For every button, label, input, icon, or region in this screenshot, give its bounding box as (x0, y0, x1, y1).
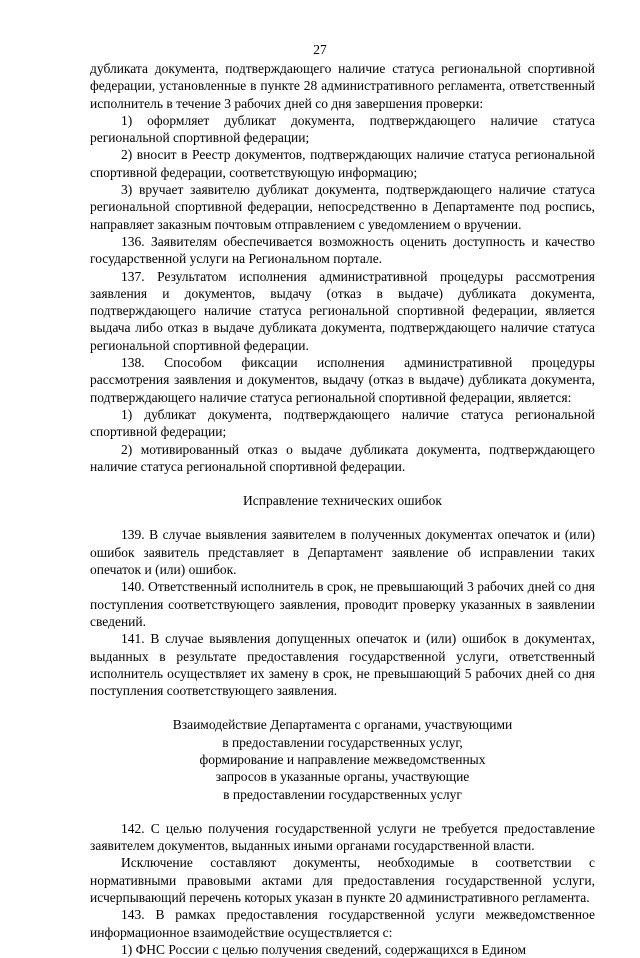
paragraph: 136. Заявителям обеспечивается возможность оценить доступность и качество государственной услуги на Региональном портале. (90, 233, 595, 267)
paragraph: 138. Способом фиксации исполнения административной процедуры рассмотрения заявления и документов, выдачу (отказ в выдаче) дубликата документа, подтверждающего наличие статуса региональной спортивной федерации, является: (90, 355, 595, 405)
paragraph: 1) оформляет дубликат документа, подтверждающего наличие статуса региональной спортивной федерации; (90, 112, 595, 146)
paragraph: 1) ФНС России с целью получения сведений, содержащихся в Едином (121, 941, 527, 957)
document-body (90, 60, 595, 958)
heading-line: в предоставлении государственных услуг, (222, 734, 463, 750)
paragraph: дубликата документа, подтверждающего наличие статуса региональной спортивной федерации, установленные в пункте 28 административного регламента, ответственный исполнитель в течение 3 рабочих дней со дня завершения проверки: (90, 61, 595, 111)
paragraph: 143. В рамках предоставления государственной услуги межведомственное информационное взаимодействие осуществляется с: (90, 907, 595, 940)
heading-line: формирование и направление межведомственных (199, 751, 486, 767)
page-number: 27 (313, 42, 327, 57)
section-heading-multiline (90, 716, 595, 802)
paragraph: 2) вносит в Реестр документов, подтверждающих наличие статуса региональной спортивной федерации, соответствующую информацию; (90, 147, 595, 180)
paragraph: 141. В случае выявления допущенных опечаток и (или) ошибок в документах, выданных в результате предоставления государственной услуги, ответственный исполнитель осуществляет их замену в срок, не превышающий 5 рабочих дней со дня поступления соответствующего заявления. (90, 631, 595, 699)
paragraph: 137. Результатом исполнения административной процедуры рассмотрения заявления и документов, выдачу (отказ в выдаче) дубликата документа, подтверждающего наличие статуса региональной спортивной федерации, является выдача либо отказ в выдаче дубликата документа, подтверждающего наличие статуса региональной спортивной федерации. (90, 268, 595, 353)
paragraph: 142. С целью получения государственной услуги не требуется предоставление заявителем документов, выданных иными органами государственной власти. (90, 820, 595, 854)
paragraph: 139. В случае выявления заявителем в полученных документах опечаток и (или) ошибок заявитель представляет в Департамент заявление об исправлении таких опечаток и (или) ошибок. (90, 527, 595, 578)
paragraph: 1) дубликат документа, подтверждающего наличие статуса региональной спортивной федерации; (90, 406, 595, 440)
section-heading: Исправление технических ошибок (243, 493, 442, 509)
paragraph: 2) мотивированный отказ о выдаче дубликата документа, подтверждающего наличие статуса региональной спортивной федерации. (90, 441, 595, 474)
paragraph: Исключение составляют документы, необходимые в соответствии с нормативными правовыми актами для предоставления государственной услуги, исчерпывающий перечень которых указан в пункте 20 административного регламента. (90, 855, 595, 906)
paragraph: 140. Ответственный исполнитель в срок, не превышающий 3 рабочих дней со дня поступления соответствующего заявления, проводит проверку указанных в заявлении сведений. (90, 579, 595, 629)
paragraph: 3) вручает заявителю дубликат документа, подтверждающего наличие статуса региональной спортивной федерации, непосредственно в Департаменте под роспись, направляет заказным почтовым отправлением с уведомлением о вручении. (90, 182, 595, 232)
heading-line: запросов в указанные органы, участвующие (215, 769, 470, 785)
heading-line: в предоставлении государственных услуг (223, 786, 462, 802)
heading-line: Взаимодействие Департамента с органами, участвующими (172, 717, 513, 733)
